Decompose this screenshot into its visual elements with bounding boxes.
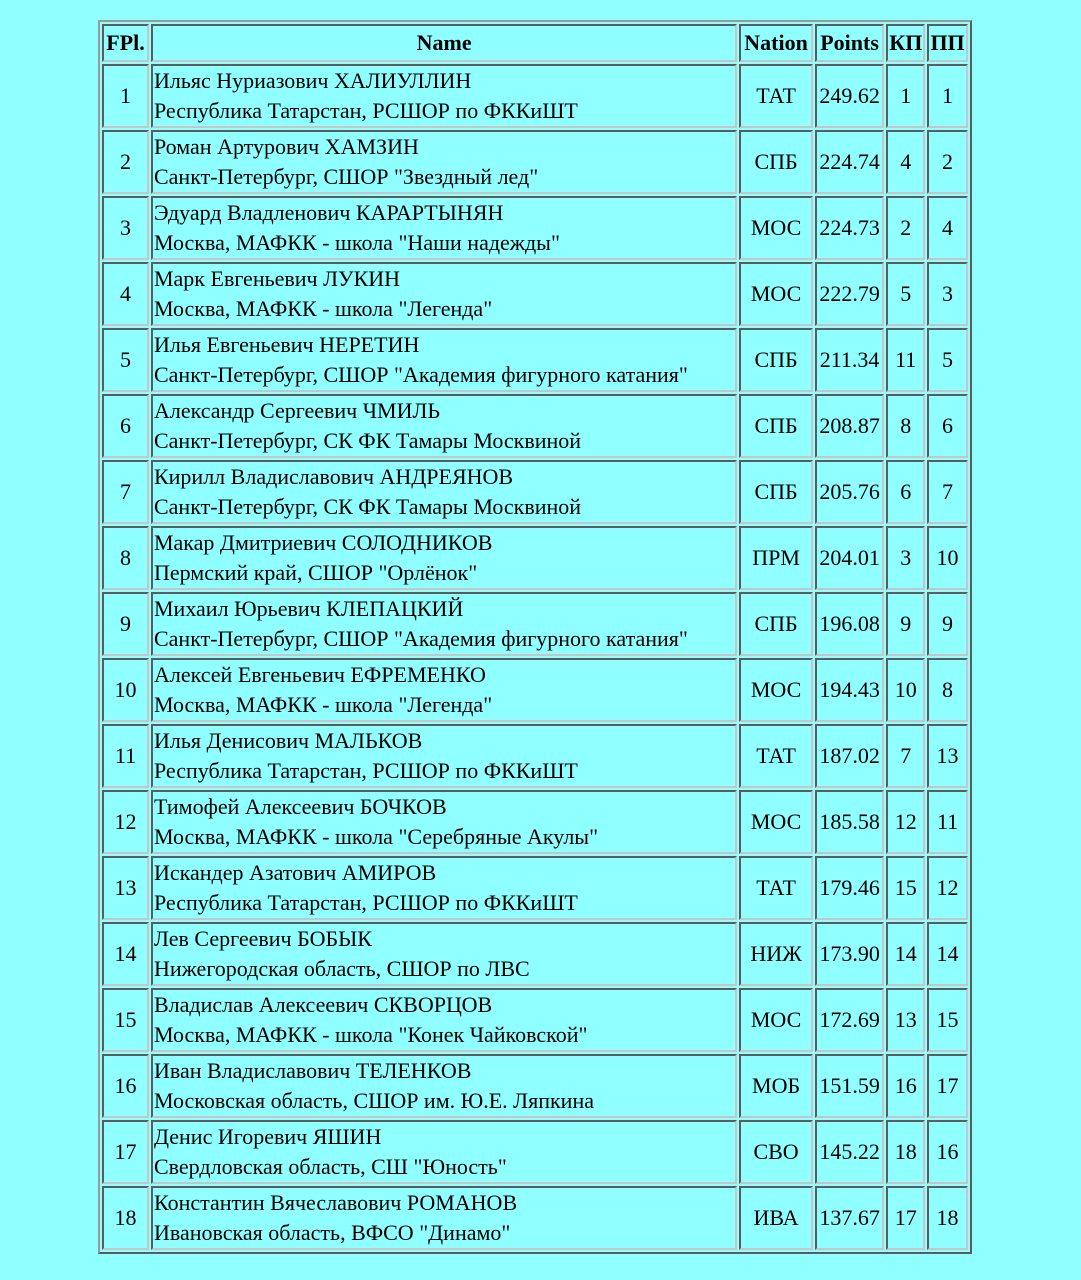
points-cell: 224.74 xyxy=(815,130,884,194)
athlete-cell xyxy=(151,526,737,590)
athlete-name: Роман Артурович ХАМЗИН xyxy=(153,134,419,159)
pp-cell: 18 xyxy=(927,1186,968,1250)
table-row xyxy=(102,130,968,194)
place-cell: 9 xyxy=(102,592,149,656)
pp-cell: 2 xyxy=(927,130,968,194)
athlete-cell xyxy=(151,592,737,656)
header-name: Name xyxy=(151,24,737,62)
place-cell: 10 xyxy=(102,658,149,722)
pp-cell: 1 xyxy=(927,64,968,128)
nation-cell: СПБ xyxy=(739,592,813,656)
nation-cell: ТАТ xyxy=(739,856,813,920)
table-row xyxy=(102,1054,968,1118)
header-pp: ПП xyxy=(927,24,968,62)
nation-cell: МОС xyxy=(739,790,813,854)
place-cell: 11 xyxy=(102,724,149,788)
kp-cell: 8 xyxy=(886,394,925,458)
pp-cell: 4 xyxy=(927,196,968,260)
kp-cell: 13 xyxy=(886,988,925,1052)
points-cell: 204.01 xyxy=(815,526,884,590)
nation-cell: МОС xyxy=(739,196,813,260)
place-cell: 6 xyxy=(102,394,149,458)
athlete-club: Санкт-Петербург, СШОР "Звездный лед" xyxy=(153,164,539,189)
points-cell: 211.34 xyxy=(815,328,884,392)
points-cell: 194.43 xyxy=(815,658,884,722)
kp-cell: 1 xyxy=(886,64,925,128)
kp-cell: 3 xyxy=(886,526,925,590)
kp-cell: 17 xyxy=(886,1186,925,1250)
pp-cell: 8 xyxy=(927,658,968,722)
place-cell: 4 xyxy=(102,262,149,326)
kp-cell: 6 xyxy=(886,460,925,524)
pp-cell: 6 xyxy=(927,394,968,458)
athlete-club: Москва, МАФКК - школа "Конек Чайковской" xyxy=(153,1022,588,1047)
kp-cell: 11 xyxy=(886,328,925,392)
athlete-name: Владислав Алексеевич СКВОРЦОВ xyxy=(153,992,493,1017)
pp-cell: 9 xyxy=(927,592,968,656)
athlete-name: Искандер Азатович АМИРОВ xyxy=(153,860,437,885)
pp-cell: 15 xyxy=(927,988,968,1052)
points-cell: 137.67 xyxy=(815,1186,884,1250)
athlete-club: Москва, МАФКК - школа "Наши надежды" xyxy=(153,230,560,255)
pp-cell: 13 xyxy=(927,724,968,788)
kp-cell: 18 xyxy=(886,1120,925,1184)
athlete-cell xyxy=(151,658,737,722)
athlete-club: Москва, МАФКК - школа "Серебряные Акулы" xyxy=(153,824,599,849)
points-cell: 208.87 xyxy=(815,394,884,458)
athlete-cell xyxy=(151,856,737,920)
athlete-name: Лев Сергеевич БОБЫК xyxy=(153,926,372,951)
header-place: FPl. xyxy=(102,24,149,62)
athlete-name: Кирилл Владиславович АНДРЕЯНОВ xyxy=(153,464,514,489)
table-row xyxy=(102,262,968,326)
athlete-club: Санкт-Петербург, СШОР "Академия фигурного катания" xyxy=(153,626,688,651)
place-cell: 8 xyxy=(102,526,149,590)
pp-cell: 16 xyxy=(927,1120,968,1184)
athlete-name: Алексей Евгеньевич ЕФРЕМЕНКО xyxy=(153,662,486,687)
pp-cell: 3 xyxy=(927,262,968,326)
points-cell: 205.76 xyxy=(815,460,884,524)
results-table xyxy=(98,20,972,1254)
place-cell: 18 xyxy=(102,1186,149,1250)
athlete-name: Александр Сергеевич ЧМИЛЬ xyxy=(153,398,441,423)
header-nation: Nation xyxy=(739,24,813,62)
athlete-club: Пермский край, СШОР "Орлёнок" xyxy=(153,560,478,585)
nation-cell: МОС xyxy=(739,658,813,722)
athlete-cell xyxy=(151,394,737,458)
athlete-cell xyxy=(151,196,737,260)
athlete-cell xyxy=(151,328,737,392)
pp-cell: 11 xyxy=(927,790,968,854)
table-row xyxy=(102,64,968,128)
athlete-club: Москва, МАФКК - школа "Легенда" xyxy=(153,296,493,321)
athlete-club: Санкт-Петербург, СК ФК Тамары Москвиной xyxy=(153,428,582,453)
place-cell: 16 xyxy=(102,1054,149,1118)
nation-cell: ПРМ xyxy=(739,526,813,590)
nation-cell: ТАТ xyxy=(739,724,813,788)
athlete-cell xyxy=(151,790,737,854)
table-row xyxy=(102,394,968,458)
athlete-name: Марк Евгеньевич ЛУКИН xyxy=(153,266,401,291)
points-cell: 187.02 xyxy=(815,724,884,788)
nation-cell: ТАТ xyxy=(739,64,813,128)
points-cell: 179.46 xyxy=(815,856,884,920)
athlete-cell xyxy=(151,922,737,986)
athlete-cell xyxy=(151,988,737,1052)
nation-cell: СПБ xyxy=(739,130,813,194)
points-cell: 185.58 xyxy=(815,790,884,854)
table-row xyxy=(102,856,968,920)
nation-cell: МОС xyxy=(739,988,813,1052)
table-row xyxy=(102,196,968,260)
athlete-cell xyxy=(151,460,737,524)
pp-cell: 10 xyxy=(927,526,968,590)
athlete-name: Макар Дмитриевич СОЛОДНИКОВ xyxy=(153,530,493,555)
place-cell: 3 xyxy=(102,196,149,260)
nation-cell: НИЖ xyxy=(739,922,813,986)
pp-cell: 12 xyxy=(927,856,968,920)
athlete-club: Санкт-Петербург, СК ФК Тамары Москвиной xyxy=(153,494,582,519)
athlete-club: Ивановская область, ВФСО "Динамо" xyxy=(153,1220,511,1245)
table-row xyxy=(102,922,968,986)
kp-cell: 14 xyxy=(886,922,925,986)
athlete-name: Михаил Юрьевич КЛЕПАЦКИЙ xyxy=(153,596,464,621)
kp-cell: 7 xyxy=(886,724,925,788)
athlete-name: Эдуард Владленович КАРАРТЫНЯН xyxy=(153,200,504,225)
pp-cell: 14 xyxy=(927,922,968,986)
table-row xyxy=(102,1186,968,1250)
athlete-club: Нижегородская область, СШОР по ЛВС xyxy=(153,956,530,981)
place-cell: 14 xyxy=(102,922,149,986)
points-cell: 224.73 xyxy=(815,196,884,260)
athlete-cell xyxy=(151,64,737,128)
header-row xyxy=(102,24,968,62)
athlete-cell xyxy=(151,1054,737,1118)
athlete-club: Санкт-Петербург, СШОР "Академия фигурного катания" xyxy=(153,362,688,387)
points-cell: 173.90 xyxy=(815,922,884,986)
table-row xyxy=(102,790,968,854)
athlete-name: Денис Игоревич ЯШИН xyxy=(153,1124,382,1149)
kp-cell: 5 xyxy=(886,262,925,326)
table-row xyxy=(102,658,968,722)
athlete-club: Москва, МАФКК - школа "Легенда" xyxy=(153,692,493,717)
points-cell: 151.59 xyxy=(815,1054,884,1118)
kp-cell: 15 xyxy=(886,856,925,920)
place-cell: 5 xyxy=(102,328,149,392)
athlete-club: Московская область, СШОР им. Ю.Е. Ляпкина xyxy=(153,1088,594,1113)
athlete-club: Республика Татарстан, РСШОР по ФККиШТ xyxy=(153,890,578,915)
points-cell: 172.69 xyxy=(815,988,884,1052)
points-cell: 196.08 xyxy=(815,592,884,656)
kp-cell: 12 xyxy=(886,790,925,854)
athlete-cell xyxy=(151,724,737,788)
points-cell: 145.22 xyxy=(815,1120,884,1184)
nation-cell: МОБ xyxy=(739,1054,813,1118)
place-cell: 15 xyxy=(102,988,149,1052)
table-row xyxy=(102,460,968,524)
nation-cell: ИВА xyxy=(739,1186,813,1250)
header-kp: КП xyxy=(886,24,925,62)
athlete-club: Республика Татарстан, РСШОР по ФККиШТ xyxy=(153,758,578,783)
header-points: Points xyxy=(815,24,884,62)
table-row xyxy=(102,526,968,590)
athlete-name: Илья Евгеньевич НЕРЕТИН xyxy=(153,332,420,357)
athlete-cell xyxy=(151,1186,737,1250)
pp-cell: 7 xyxy=(927,460,968,524)
athlete-name: Ильяс Нуриазович ХАЛИУЛЛИН xyxy=(153,68,472,93)
nation-cell: СПБ xyxy=(739,394,813,458)
athlete-name: Константин Вячеславович РОМАНОВ xyxy=(153,1190,518,1215)
place-cell: 13 xyxy=(102,856,149,920)
place-cell: 2 xyxy=(102,130,149,194)
kp-cell: 9 xyxy=(886,592,925,656)
table-row xyxy=(102,988,968,1052)
table-row xyxy=(102,592,968,656)
pp-cell: 17 xyxy=(927,1054,968,1118)
place-cell: 17 xyxy=(102,1120,149,1184)
place-cell: 12 xyxy=(102,790,149,854)
kp-cell: 4 xyxy=(886,130,925,194)
athlete-name: Иван Владиславович ТЕЛЕНКОВ xyxy=(153,1058,472,1083)
place-cell: 7 xyxy=(102,460,149,524)
kp-cell: 2 xyxy=(886,196,925,260)
kp-cell: 10 xyxy=(886,658,925,722)
kp-cell: 16 xyxy=(886,1054,925,1118)
athlete-name: Илья Денисович МАЛЬКОВ xyxy=(153,728,423,753)
athlete-cell xyxy=(151,1120,737,1184)
athlete-name: Тимофей Алексеевич БОЧКОВ xyxy=(153,794,447,819)
table-row xyxy=(102,328,968,392)
nation-cell: СПБ xyxy=(739,328,813,392)
points-cell: 222.79 xyxy=(815,262,884,326)
table-row xyxy=(102,1120,968,1184)
nation-cell: МОС xyxy=(739,262,813,326)
place-cell: 1 xyxy=(102,64,149,128)
athlete-club: Свердловская область, СШ "Юность" xyxy=(153,1154,507,1179)
nation-cell: СВО xyxy=(739,1120,813,1184)
athlete-cell xyxy=(151,130,737,194)
athlete-cell xyxy=(151,262,737,326)
nation-cell: СПБ xyxy=(739,460,813,524)
points-cell: 249.62 xyxy=(815,64,884,128)
athlete-club: Республика Татарстан, РСШОР по ФККиШТ xyxy=(153,98,578,123)
pp-cell: 5 xyxy=(927,328,968,392)
table-row xyxy=(102,724,968,788)
